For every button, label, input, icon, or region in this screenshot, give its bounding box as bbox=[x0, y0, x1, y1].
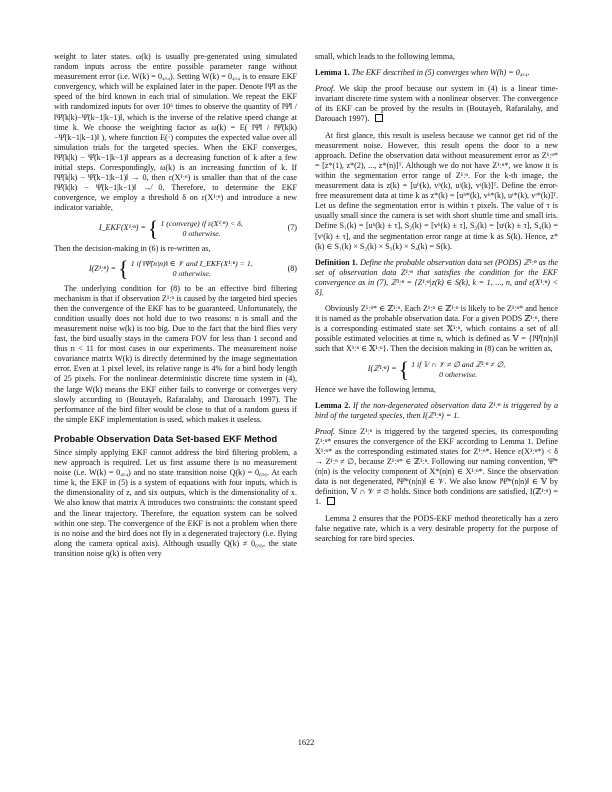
lemma-1-label: Lemma 1. bbox=[315, 68, 350, 78]
equation-9-case-2: 0 otherwise. bbox=[439, 369, 478, 379]
equation-9-lhs: I(ℤ¹ːⁿ) = bbox=[367, 364, 397, 374]
qed-symbol bbox=[327, 497, 335, 505]
definition-1-label: Definition 1. bbox=[315, 257, 358, 267]
lemma-2-label: Lemma 2. bbox=[315, 400, 351, 410]
equation-8-case-1: 1 if ‖Ψ̂(n|n)‖ ∈ 𝒱 and I_EKF(X¹ːⁿ) = 1, bbox=[130, 258, 253, 268]
equation-7-number: (7) bbox=[287, 223, 297, 233]
equation-9-case-1: 1 if 𝕍 ∩ 𝒱 ≠ ∅ and ℤ¹ːⁿ ≠ ∅, bbox=[411, 359, 506, 369]
left-paragraph-4: Since simply applying EKF cannot address the bird filtering problem, a new approach is required. Let us first assume there is no measurement noise (i.e. W(k) = 0₄ₓ₄) and no state transition noise Q(k) = 0₆ₓ₆. At each time k, the EKF in (5) is a system of equations with four inputs, which is the dimensionality of z, and six outputs, which is the dimensionality of x. We also know that matrix A introduces two constraints: the constant speed and the linear trajectory. Therefore, the equation system can be solved within one step. The convergence of the EKF is not a problem when there is no noise and the bird does not fly in a degenerated trajectory (i.e. flying along the camera optical axis). Although usually Q(k) ≠ 0₆ₓ₆, the state transition noise q(k) is often very bbox=[54, 448, 297, 558]
left-paragraph-2: Then the decision-making in (6) is re-written as, bbox=[54, 243, 211, 253]
equation-7-lhs: I_EKF(X¹ːⁿ) = bbox=[98, 223, 146, 233]
proof-1-text: We skip the proof because our system in (4) is a linear time-invariant discrete time system with a nonlinear observer. The convergence of its EKF can be proved by the results in (Boutayeb, Rafaralahy, and Darouach 1997). bbox=[315, 84, 558, 124]
proof-2-label: Proof. bbox=[315, 426, 336, 436]
definition-1-text: Define the probable observation data set (PODS) ℤ¹ːⁿ as the set of observation data Z¹ːⁿ that satisfies the condition for the EKF convergence as in (7), ℤ¹ːⁿ = {Z¹ːⁿ|z(k) ∈ S(k), k = 1, ..., n, and ε(X¹ːⁿ) < δ}. bbox=[315, 257, 559, 297]
equation-8-lhs: I(Z¹ːⁿ) = bbox=[88, 263, 117, 273]
equation-7-case-1: 1 (converge) if ε(X¹ːⁿ) < δ, bbox=[160, 218, 243, 228]
equation-7-case-2: 0 otherwise. bbox=[182, 228, 221, 238]
page-number: 1622 bbox=[297, 738, 315, 747]
right-paragraph-2: At first glance, this result is useless because we cannot get rid of the measurement noise. However, this result opens the door to a new approach. Define the observation data without measurement error as Z¹ːⁿ* = [z*(1), z*(2), ..., z*(n)]ᵀ. Although we do not have Z¹ːⁿ*, we know it is within the segmentation error range of Z¹ːⁿ. For the k-th image, the measurement data is z(k) = [uʰ(k), vʰ(k), uᵗ(k), vᵗ(k)]ᵀ. Define the error-free measurement data at time k as z*(k) = [uʰ*(k), vʰ*(k), uᵗ*(k), vᵗ*(k)]ᵀ. Let us define the segmentation error is within τ pixels. The value of τ is usually small since the camera is set with short shuttle time and small iris. Define S₁(k) = [uʰ(k) ± τ], S₂(k) = [vʰ(k) ± τ], S₃(k) = [uᵗ(k) ± τ], S₄(k) = [vᵗ(k) ± τ], and the segmentation error range at time k as S(k). Hence, z*(k) ∈ S₁(k) × S₂(k) × S₃(k) × S₄(k) = S(k). bbox=[315, 130, 558, 251]
section-title: Probable Observation Data Set-based EKF Method bbox=[54, 433, 278, 444]
proof-1 bbox=[315, 84, 558, 124]
lemma-1 bbox=[315, 68, 558, 78]
equation-8-number: (8) bbox=[287, 263, 297, 273]
definition-1 bbox=[315, 258, 558, 298]
proof-1-label: Proof. bbox=[315, 84, 336, 94]
left-column bbox=[54, 52, 297, 559]
right-paragraph-5: Lemma 2 ensures that the PODS-EKF method theoretically has a zero false negative rate, which is a very desirable property for the purpose of searching for rare bird species. bbox=[315, 513, 558, 543]
equation-7: I_EKF(X¹ːⁿ) = { 1 (converge) if ε(X¹ːⁿ) < δ, 0 otherwise. (7) bbox=[98, 215, 297, 241]
equation-8-case-2: 0 otherwise. bbox=[172, 268, 211, 278]
equation-9: I(ℤ¹ːⁿ) = { 1 if 𝕍 ∩ 𝒱 ≠ ∅ and ℤ¹ːⁿ ≠ ∅, 0 otherwise. bbox=[367, 356, 506, 382]
right-column bbox=[315, 52, 558, 544]
proof-2 bbox=[315, 427, 558, 508]
lemma-1-text: The EKF described in (5) converges when W(h) = 0₄ₓ₄. bbox=[351, 68, 530, 78]
proof-2-text: Since Z¹ːⁿ is triggered by the targeted species, its corresponding Z¹ːⁿ* ensures the convergence of the EKF according to Lemma 1. Define X¹ːⁿ* as the corresponding estimated states for Z¹ːⁿ*. Hence ε(X¹ːⁿ*) < δ → Z¹ːⁿ ≠ ∅, because Z¹ːⁿ* ∈ ℤ¹ːⁿ. Following our naming convention, Ψ̂*(n|n) is the velocity component of X*(n|n) ∈ X¹ːⁿ*. Since the observation data is not degenerated, ‖Ψ̂*(n|n)‖ ∈ 𝒱. We also know ‖Ψ̂*(n|n)‖ ∈ 𝕍 by definition, 𝕍 ∩ 𝒱 ≠ ∅ holds. Since both conditions are satisfied, I(ℤ¹ːⁿ) = 1. bbox=[315, 426, 558, 507]
right-paragraph-4: Hence we have the following lemma, bbox=[315, 384, 436, 394]
left-paragraph-3: The underlying condition for (8) to be an effective bird filtering mechanism is that if observation Z¹ːⁿ is caused by the targeted bird species then the convergence of the EKF has to be guaranteed. Unfortunately, the condition usually does not hold due to two reasons: n is small and the measurement noise w(k) is too big. Due to the fact that the bird flies very fast, the bird usually stays in the camera FOV for less than 1 second and thus n < 11 for most cases in our experiments. The measurement noise covariance matrix W(k) is directly determined by the image segmentation error. Even at 1 pixel level, its relative range is 4% for a bird body length of 25 pixels. For the nonlinear deterministic discrete time system in (4), the large W(k) means the EKF either fails to converge or converges very slowly according to (Boutayeb, Rafaralahy, and Darouach 1997). The performance of the bird filter would be close to that of a random guess if the simple EKF implementation is used, which makes it useless. bbox=[54, 283, 297, 424]
equation-8: I(Z¹ːⁿ) = { 1 if ‖Ψ̂(n|n)‖ ∈ 𝒱 and I_EKF(X¹ːⁿ) = 1, 0 otherwise. (8) bbox=[88, 255, 297, 281]
right-paragraph-3: Obviously Z¹ːⁿ* ∈ ℤ¹ːⁿ. Each Z¹ːⁿ ∈ ℤ¹ːⁿ is likely to be Z¹ːⁿ* and hence it is named as the probable observation data. For a given PODS ℤ¹ːⁿ, there is a corresponding estimated state set 𝕏¹ːⁿ, which contains a set of all possible estimated velocities at time n, which is defined as 𝕍 = {‖Ψ̂(n|n)‖ such that X¹ːⁿ ∈ 𝕏¹ːⁿ}. Then the decision making in (8) can be written as, bbox=[315, 304, 558, 354]
left-paragraph-1: weight to later states. ω(k) is usually pre-generated using simulated random inputs across the entire possible parameter range without measurement error (i.e. W(k) = 0₄ₓ₄). Setting W(k) = 0₄ₓ₄ is to ensure EKF convergency, which will be explained later in the paper. Denote ‖Ψ̇‖ as the speed of the bird known in each trial of simulation. We repeat the EKF with randomized inputs for over 10⁶ times to observe the quantity of ‖Ψ̇‖ / ‖Ψ̂(k|k)−Ψ̂(k−1|k−1)‖, which is the inverse of the relative speed change at time k. We choose the weighting factor as ω(k) = E( ‖Ψ̇‖ / ‖Ψ̂(k|k)−Ψ̂(k−1|k−1)‖ ), where function E(·) computes the expected value over all simulation trials for the targeted species. When the EKF converges, ‖Ψ̂(k|k) − Ψ̂(k−1|k−1)‖ appears as a decreasing function of k after a few initial steps. Correspondingly, ω(k) is an increasing function of k. If ‖Ψ̂(k|k) − Ψ̂(k−1|k−1)‖ → 0, then ε(X¹ːⁿ) is smaller than that of the case ‖Ψ̂(k|k) − Ψ̂(k−1|k−1)‖ ↛ 0. Therefore, to determine the EKF convergence, we employ a threshold δ on ε(X¹ːⁿ) and introduce a new indicator variable, bbox=[54, 52, 297, 213]
lemma-2 bbox=[315, 401, 558, 421]
qed-symbol bbox=[375, 114, 383, 122]
lemma-2-text: If the non-degenerated observation data Z¹ːⁿ is triggered by a bird of the targeted species, then I(ℤ¹ːⁿ) = 1. bbox=[315, 400, 558, 420]
right-paragraph-1: small, which leads to the following lemma, bbox=[315, 52, 455, 61]
